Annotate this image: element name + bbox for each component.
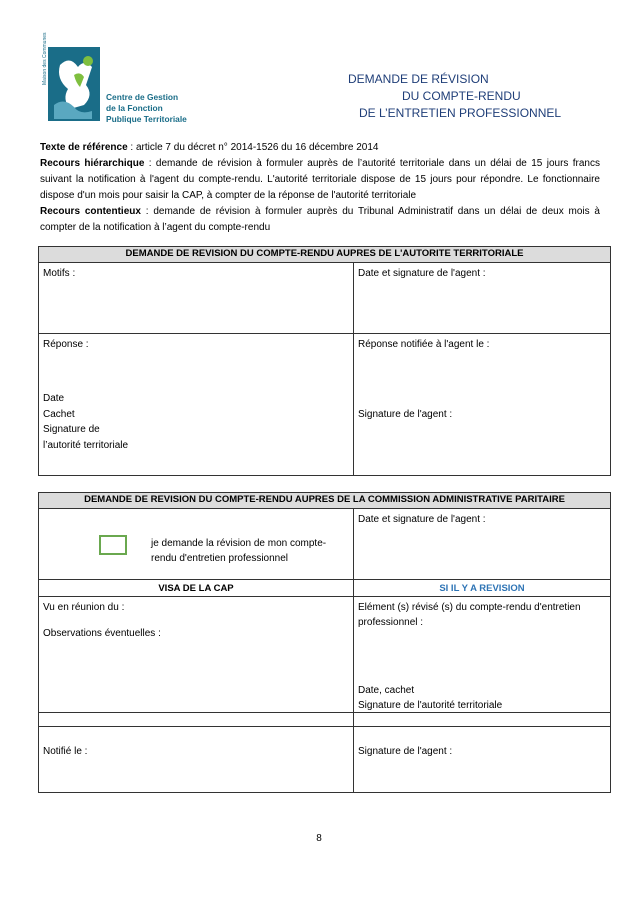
logo-text: Centre de Gestion de la Fonction Publique Territoriale [106,92,187,124]
elements-revises-label: Elément (s) révisé (s) du compte-rendu d'entretien professionnel : [358,602,581,628]
si-revision-header: SI IL Y A REVISION [439,583,525,594]
divider [353,263,354,475]
logo-emblem-icon [40,45,106,125]
observations-label: Observations éventuelles : [43,628,161,639]
divider [39,726,610,727]
title-line-1: DEMANDE DE RÉVISION [348,72,489,86]
table-cap-header: DEMANDE DE REVISION DU COMPTE-RENDU AUPRES DE LA COMMISSION ADMINISTRATIVE PARITAIRE [39,493,610,509]
vu-reunion-label: Vu en réunion du : [43,602,125,613]
date-cachet-signature-label: Date, cachet Signature de l'autorité territoriale [358,685,503,711]
cdg-logo [40,32,200,145]
autorite-signature-block: Date Cachet Signature de l’autorité territoriale [43,393,129,451]
reference-text: Texte de référence : article 7 du décret n° 2014-1526 du 16 décembre 2014 [40,142,379,153]
table-autorite-header: DEMANDE DE REVISION DU COMPTE-RENDU AUPRES DE L'AUTORITE TERRITORIALE [39,247,610,263]
signature-agent-label: Signature de l'agent : [358,409,453,420]
title-line-3: DE L’ENTRETIEN PROFESSIONNEL [359,106,562,120]
signature-agent-label: Signature de l'agent : [358,746,453,757]
notifie-le-label: Notifié le : [43,746,88,757]
divider [39,333,610,334]
recours-hierarchique: Recours hiérarchique : demande de révision à formuler auprès de l’autorité territoriale dans un délai de 15 jours francs suivant la notification à l'agent du compte-rendu. L'autorité territoriale dispose de 15 jours pour répondre. Le fonctionnaire dispose d'un mois pour saisir la CAP, à compter de la réponse de l'autorité territoriale [40,158,600,201]
divider [39,712,610,713]
logo-vertical-text: Maison des Communes [42,32,48,85]
revision-request-text: je demande la révision de mon compte- rendu d'entretien professionnel [151,538,327,564]
motifs-label: Motifs : [43,268,76,279]
page-number: 8 [316,833,322,844]
date-signature-agent-label: Date et signature de l'agent : [358,268,486,279]
visa-cap-header: VISA DE LA CAP [158,583,234,594]
reponse-label: Réponse : [43,339,89,350]
recours-contentieux: Recours contentieux : demande de révision à formuler auprès du Tribunal Administratif dans un délai de deux mois à compter de la notification à l’agent du compte-rendu [40,206,600,233]
title-line-2: DU COMPTE-RENDU [402,89,521,103]
table-autorite [38,246,611,476]
reponse-notifiee-label: Réponse notifiée à l'agent le : [358,339,490,350]
revision-request-checkbox[interactable] [99,535,127,555]
table-cap [38,492,611,793]
date-signature-agent-label: Date et signature de l'agent : [358,514,486,525]
